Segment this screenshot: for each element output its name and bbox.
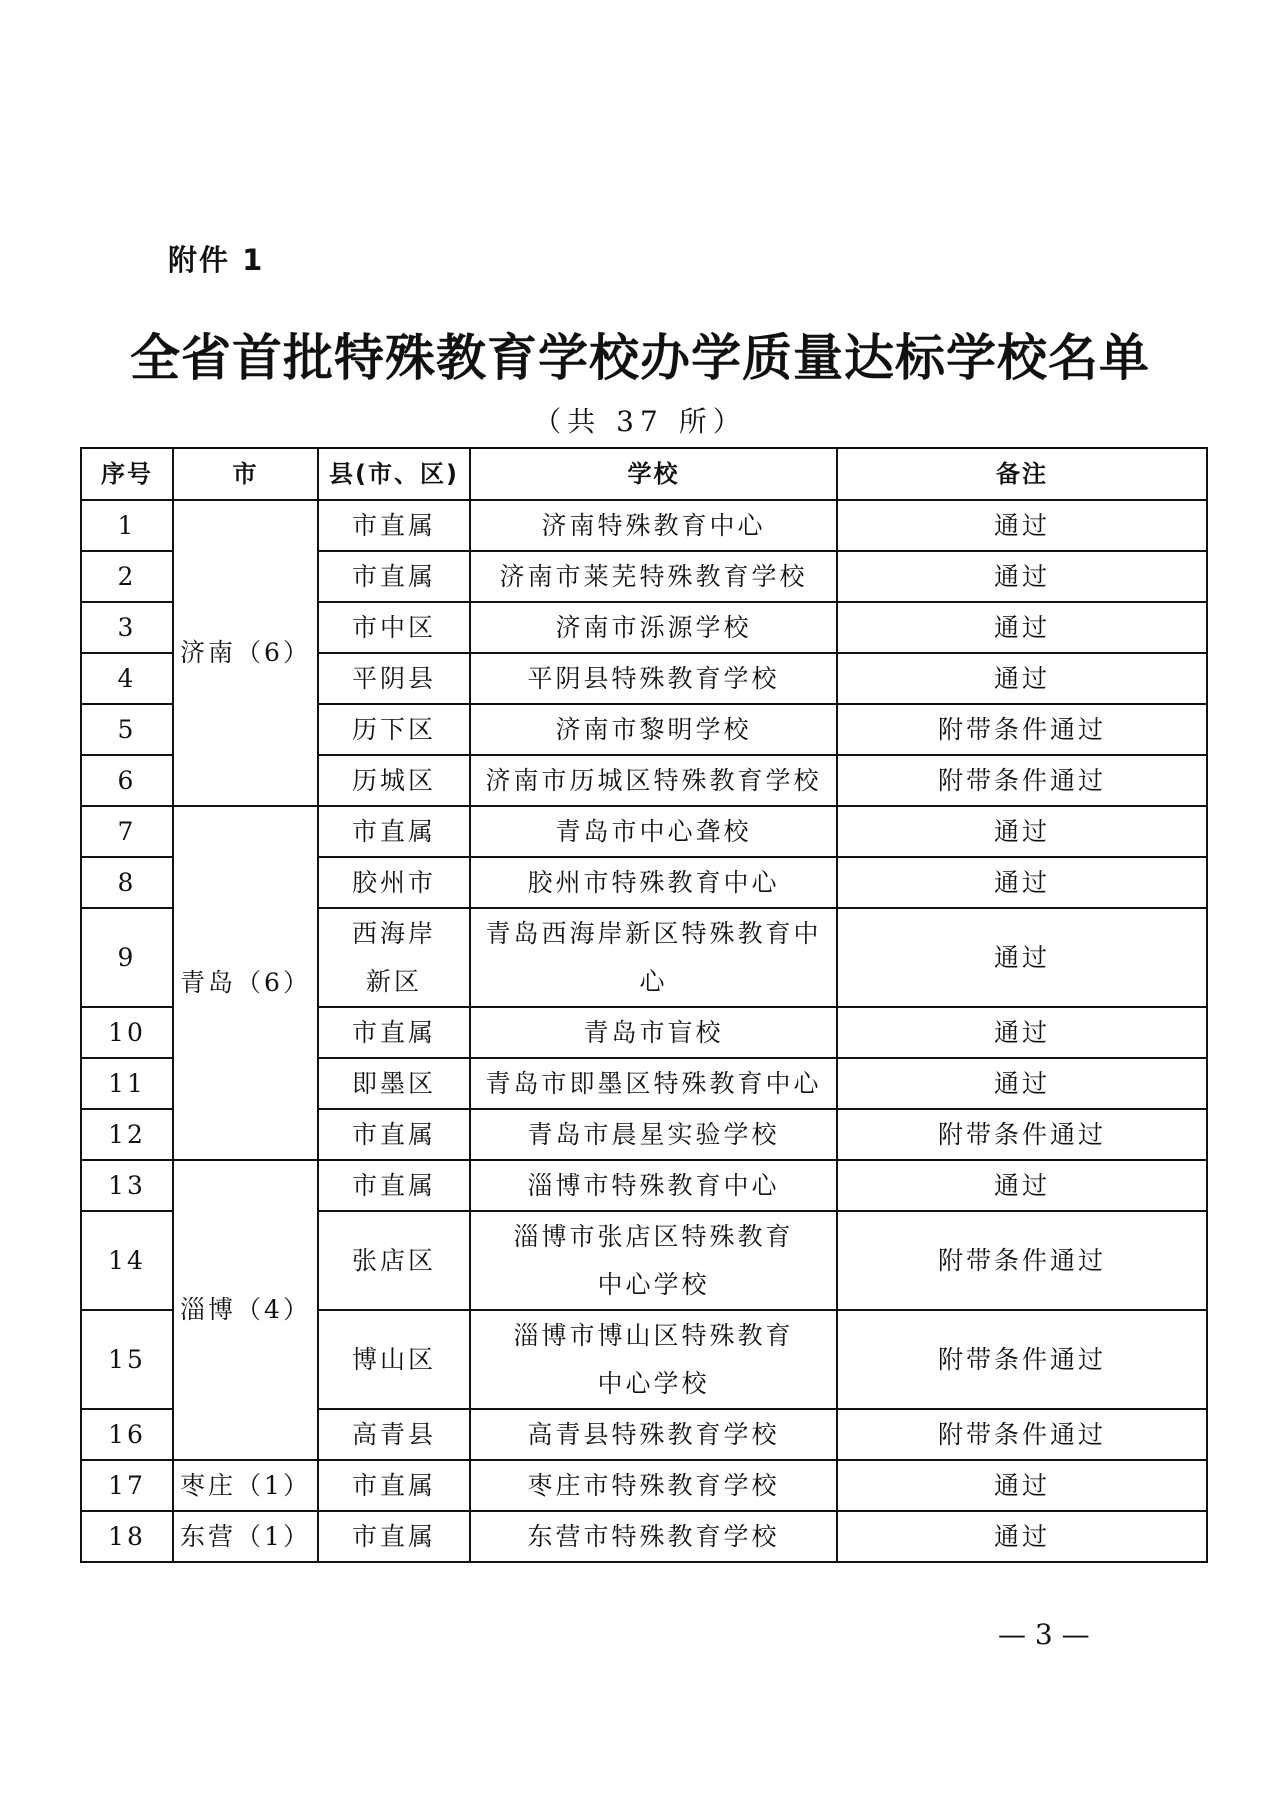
school-cell: 青岛市晨星实验学校 xyxy=(470,1109,837,1160)
row-index: 8 xyxy=(81,857,173,908)
county-cell: 平阴县 xyxy=(318,653,470,704)
document-subtitle: （共 37 所） xyxy=(533,405,747,438)
school-cell: 淄博市特殊教育中心 xyxy=(470,1160,837,1211)
document-title: 全省首批特殊教育学校办学质量达标学校名单 xyxy=(130,328,1150,387)
county-cell: 市直属 xyxy=(318,1460,470,1511)
row-index: 3 xyxy=(81,602,173,653)
county-cell: 历城区 xyxy=(318,755,470,806)
note-cell: 通过 xyxy=(837,653,1207,704)
county-cell: 市直属 xyxy=(318,500,470,551)
row-index: 4 xyxy=(81,653,173,704)
attachment-label: 附件 1 xyxy=(168,243,265,277)
column-header-city: 市 xyxy=(173,448,318,500)
school-cell: 青岛市即墨区特殊教育中心 xyxy=(470,1058,837,1109)
school-cell: 枣庄市特殊教育学校 xyxy=(470,1460,837,1511)
city-cell: 济南（6） xyxy=(173,500,318,806)
row-index: 1 xyxy=(81,500,173,551)
note-cell: 通过 xyxy=(837,500,1207,551)
page-number: — 3 — xyxy=(998,1618,1090,1651)
note-cell: 通过 xyxy=(837,1160,1207,1211)
county-cell: 张店区 xyxy=(318,1211,470,1310)
row-index: 5 xyxy=(81,704,173,755)
school-cell: 青岛市中心聋校 xyxy=(470,806,837,857)
school-line: 淄博市博山区特殊教育 xyxy=(513,1320,794,1350)
note-cell: 通过 xyxy=(837,1007,1207,1058)
row-index: 16 xyxy=(81,1409,173,1460)
row-index: 6 xyxy=(81,755,173,806)
school-cell: 平阴县特殊教育学校 xyxy=(470,653,837,704)
table-row xyxy=(81,806,1207,857)
county-cell: 市直属 xyxy=(318,1511,470,1562)
row-index: 11 xyxy=(81,1058,173,1109)
school-cell xyxy=(470,1310,837,1409)
table-row xyxy=(81,1160,1207,1211)
note-cell: 附带条件通过 xyxy=(837,704,1207,755)
county-cell: 胶州市 xyxy=(318,857,470,908)
county-line: 西海岸 xyxy=(351,918,436,948)
table-row xyxy=(81,1460,1207,1511)
row-index: 12 xyxy=(81,1109,173,1160)
row-index: 7 xyxy=(81,806,173,857)
school-cell: 青岛市盲校 xyxy=(470,1007,837,1058)
column-header-index: 序号 xyxy=(81,448,173,500)
county-cell xyxy=(318,908,470,1007)
county-cell: 博山区 xyxy=(318,1310,470,1409)
table-row xyxy=(81,500,1207,551)
county-cell: 市直属 xyxy=(318,806,470,857)
county-cell: 高青县 xyxy=(318,1409,470,1460)
note-cell: 附带条件通过 xyxy=(837,1310,1207,1409)
city-cell: 青岛（6） xyxy=(173,806,318,1160)
school-cell: 济南市黎明学校 xyxy=(470,704,837,755)
school-cell: 青岛西海岸新区特殊教育中心 xyxy=(470,908,837,1007)
note-cell: 通过 xyxy=(837,551,1207,602)
school-cell: 胶州市特殊教育中心 xyxy=(470,857,837,908)
note-cell: 附带条件通过 xyxy=(837,1211,1207,1310)
school-line: 淄博市张店区特殊教育 xyxy=(513,1221,794,1251)
row-index: 15 xyxy=(81,1310,173,1409)
note-cell: 通过 xyxy=(837,806,1207,857)
school-cell xyxy=(470,1211,837,1310)
school-line: 中心学校 xyxy=(597,1368,710,1398)
school-cell: 济南特殊教育中心 xyxy=(470,500,837,551)
county-cell: 即墨区 xyxy=(318,1058,470,1109)
school-cell: 济南市莱芜特殊教育学校 xyxy=(470,551,837,602)
note-cell: 附带条件通过 xyxy=(837,1109,1207,1160)
note-cell: 通过 xyxy=(837,1460,1207,1511)
city-cell: 东营（1） xyxy=(173,1511,318,1562)
note-cell: 通过 xyxy=(837,1511,1207,1562)
city-cell: 淄博（4） xyxy=(173,1160,318,1460)
school-cell: 济南市泺源学校 xyxy=(470,602,837,653)
city-cell: 枣庄（1） xyxy=(173,1460,318,1511)
county-cell: 历下区 xyxy=(318,704,470,755)
note-cell: 附带条件通过 xyxy=(837,755,1207,806)
table-row xyxy=(81,1511,1207,1562)
column-header-county: 县(市、区) xyxy=(318,448,470,500)
note-cell: 通过 xyxy=(837,908,1207,1007)
school-cell: 高青县特殊教育学校 xyxy=(470,1409,837,1460)
school-list-table xyxy=(80,447,1208,1563)
column-header-school: 学校 xyxy=(470,448,837,500)
row-index: 18 xyxy=(81,1511,173,1562)
county-cell: 市中区 xyxy=(318,602,470,653)
column-header-note: 备注 xyxy=(837,448,1207,500)
table-header-row xyxy=(81,448,1207,500)
note-cell: 通过 xyxy=(837,1058,1207,1109)
row-index: 9 xyxy=(81,908,173,1007)
note-cell: 附带条件通过 xyxy=(837,1409,1207,1460)
note-cell: 通过 xyxy=(837,857,1207,908)
row-index: 13 xyxy=(81,1160,173,1211)
county-cell: 市直属 xyxy=(318,1160,470,1211)
county-cell: 市直属 xyxy=(318,1109,470,1160)
county-line: 新区 xyxy=(365,966,422,996)
school-cell: 东营市特殊教育学校 xyxy=(470,1511,837,1562)
school-cell: 济南市历城区特殊教育学校 xyxy=(470,755,837,806)
row-index: 14 xyxy=(81,1211,173,1310)
row-index: 17 xyxy=(81,1460,173,1511)
county-cell: 市直属 xyxy=(318,1007,470,1058)
row-index: 10 xyxy=(81,1007,173,1058)
note-cell: 通过 xyxy=(837,602,1207,653)
row-index: 2 xyxy=(81,551,173,602)
county-cell: 市直属 xyxy=(318,551,470,602)
school-line: 中心学校 xyxy=(597,1269,710,1299)
